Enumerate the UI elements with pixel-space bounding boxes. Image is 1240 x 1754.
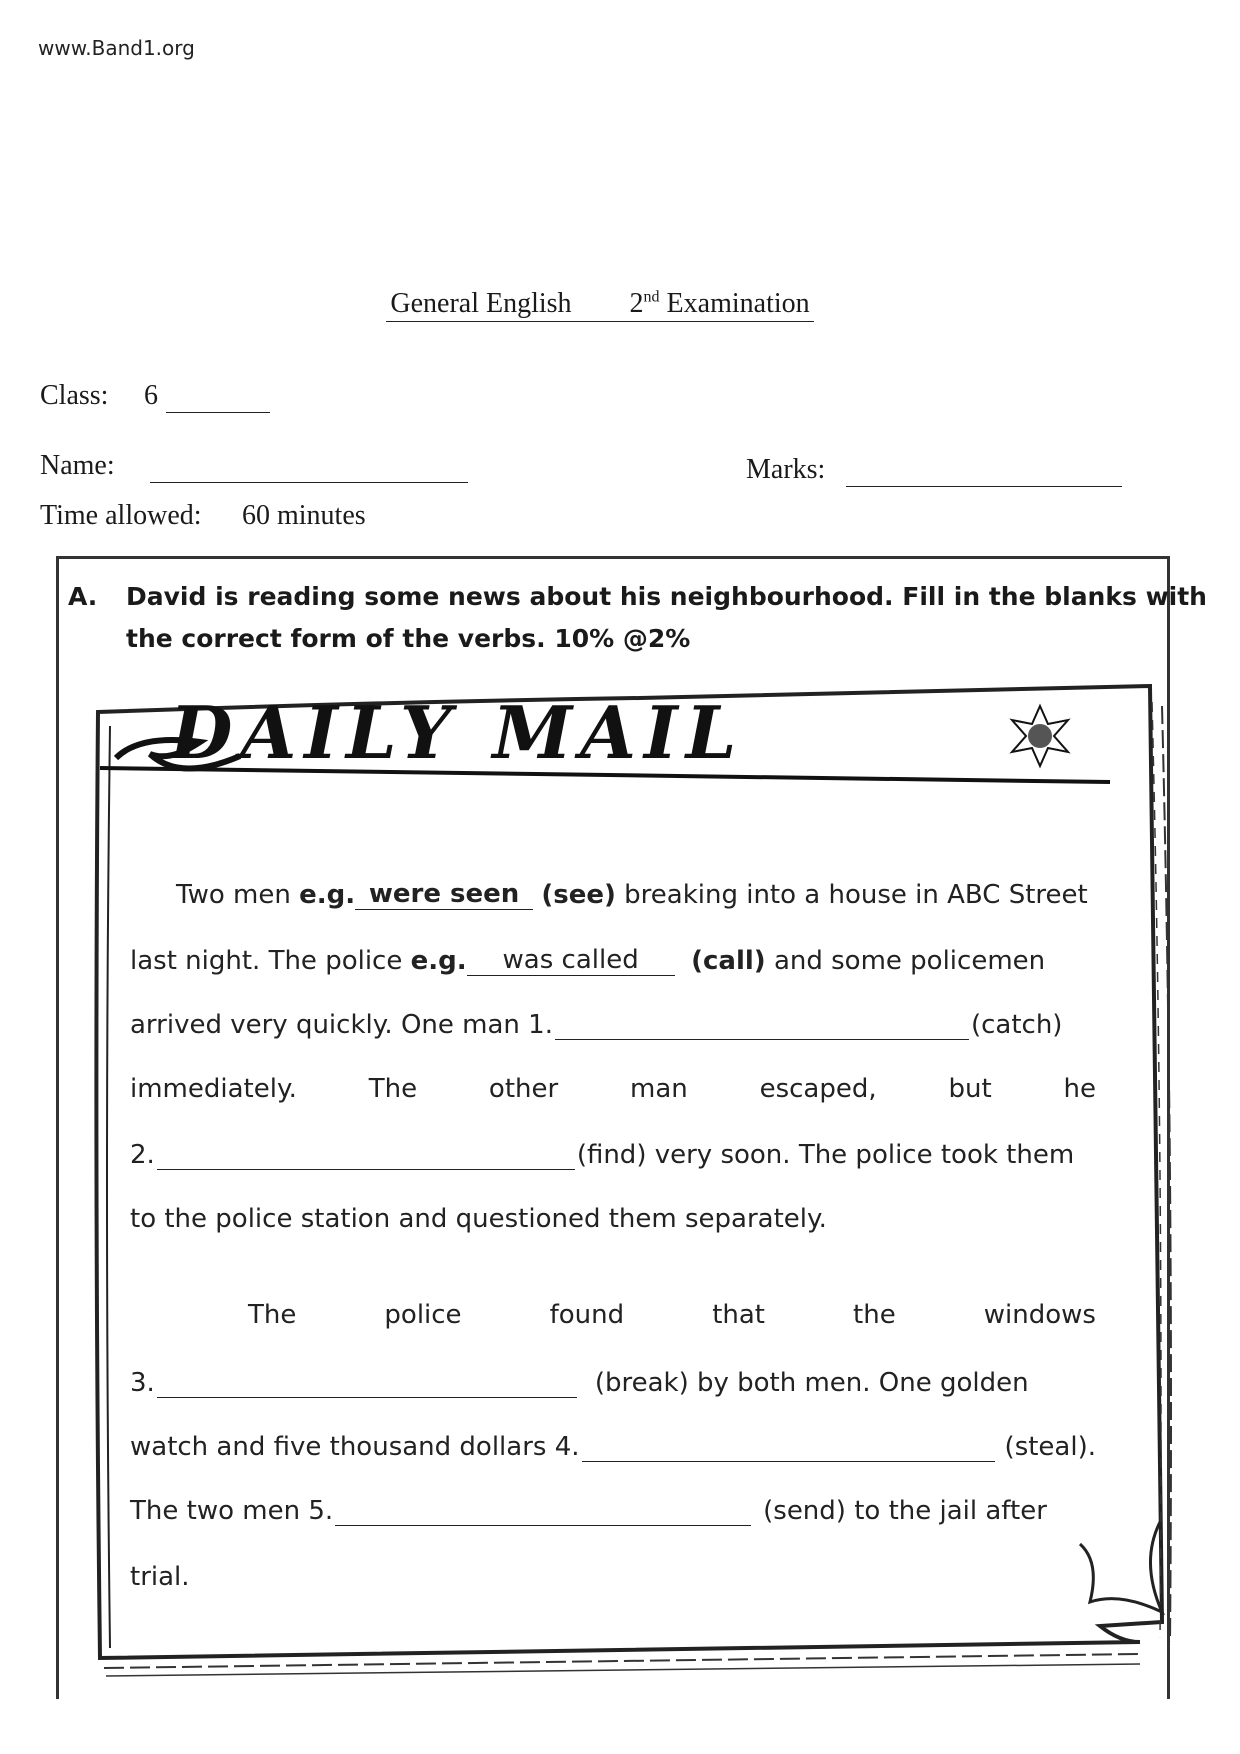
time-allowed-label: Time allowed: [40, 500, 202, 531]
story-text: (find) very soon. The police took them [576, 1140, 1075, 1170]
story-text: Two men [176, 880, 291, 910]
marks-blank[interactable] [846, 486, 1122, 487]
story-line [130, 1130, 1096, 1170]
section-a-instructions [68, 576, 1207, 660]
story-text: trial. [130, 1562, 190, 1592]
question-number: 3. [130, 1368, 155, 1398]
story-word: he [1063, 1074, 1096, 1104]
story-word: The [368, 1074, 418, 1104]
story-word: escaped, [759, 1074, 877, 1104]
example-answer: was called [467, 945, 675, 976]
story-word: found [549, 1300, 625, 1330]
story-text: breaking into a house in ABC Street [624, 880, 1088, 910]
story-line [176, 870, 1096, 910]
story-word: man [630, 1074, 688, 1104]
story-word: the [853, 1300, 896, 1330]
exam-ordinal-suffix: nd [643, 288, 660, 306]
marks-label: Marks: [746, 454, 826, 485]
section-letter: A. [68, 582, 98, 611]
story-line [130, 1358, 1096, 1398]
story-line [130, 1486, 1096, 1526]
story-text: last night. The police [130, 946, 403, 976]
exam-title [0, 288, 1200, 320]
instruction-line-2: the correct form of the verbs. 10% @2% [126, 624, 691, 653]
site-url: www.Band1.org [38, 36, 195, 60]
story-text: to the police station and questioned them separately. [130, 1204, 827, 1234]
answer-blank-3[interactable] [157, 1367, 577, 1398]
story-text: (send) to the jail after [763, 1496, 1047, 1526]
story-text: arrived very quickly. One man 1. [130, 1010, 553, 1040]
story-line [130, 1000, 1096, 1040]
name-label: Name: [40, 450, 115, 481]
class-value: 6 [144, 380, 158, 411]
story-line [130, 1552, 1096, 1592]
name-blank[interactable] [150, 482, 468, 483]
exam-word: Examination [666, 288, 810, 319]
verb-hint: (catch) [970, 1010, 1063, 1040]
time-allowed-value: 60 minutes [242, 500, 366, 531]
answer-blank-2[interactable] [157, 1139, 575, 1170]
exam-ordinal: 2 [629, 288, 644, 319]
question-number: 2. [130, 1140, 155, 1170]
verb-hint: (see) [541, 880, 616, 910]
masthead-title: DAILY MAIL [170, 690, 745, 775]
story-text: (break) by both men. One golden [594, 1368, 1029, 1398]
story-word: police [384, 1300, 462, 1330]
eg-label: e.g. [299, 880, 356, 910]
verb-hint: (call) [691, 946, 766, 976]
story-line [130, 1064, 1096, 1104]
newspaper-frame [80, 682, 1180, 1692]
story-line [248, 1290, 1096, 1330]
story-word: but [948, 1074, 992, 1104]
class-blank[interactable] [166, 412, 270, 413]
answer-blank-5[interactable] [335, 1495, 751, 1526]
story-word: other [488, 1074, 559, 1104]
story-line [130, 1194, 1096, 1234]
story-text: The two men 5. [130, 1496, 334, 1526]
instruction-line-1: David is reading some news about his neighbourhood. Fill in the blanks with [126, 582, 1207, 611]
subject-name: General English [390, 288, 572, 319]
story-word: windows [983, 1300, 1096, 1330]
story-word: immediately. [130, 1074, 297, 1104]
story-word: The [248, 1300, 297, 1330]
answer-blank-4[interactable] [582, 1431, 995, 1462]
story-text: and some policemen [773, 946, 1046, 976]
verb-hint: (steal). [1004, 1432, 1096, 1462]
story-text: watch and five thousand dollars 4. [130, 1432, 580, 1462]
class-label: Class: [40, 380, 109, 411]
story-word: that [712, 1300, 765, 1330]
story-line [130, 936, 1096, 976]
story-line [130, 1422, 1096, 1462]
answer-blank-1[interactable] [555, 1009, 969, 1040]
eg-label: e.g. [410, 946, 467, 976]
example-answer: were seen [355, 879, 533, 910]
